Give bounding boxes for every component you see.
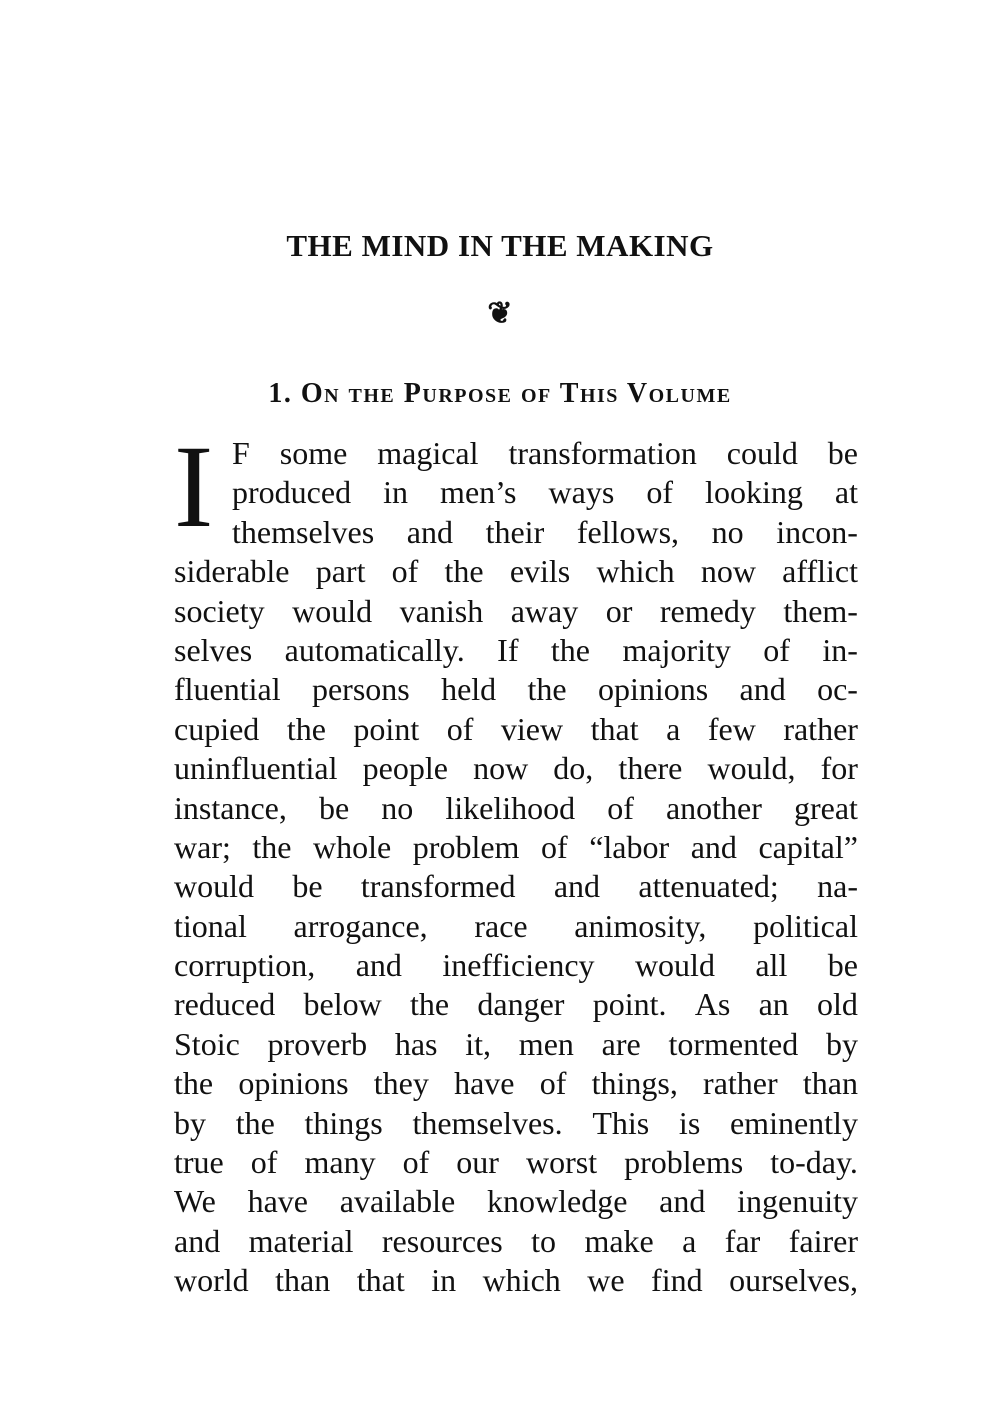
word: incon- [776,513,858,550]
text-line [174,828,858,867]
text-line [174,670,858,709]
word: is [678,1104,701,1141]
word: all [755,947,788,984]
word: be [827,947,858,984]
word: animosity, [574,907,707,944]
word: fluential [174,671,281,708]
word: the [252,828,292,865]
word: We [174,1183,216,1220]
word: are [601,1025,641,1062]
word: them- [783,592,858,629]
word: resources [381,1222,503,1259]
word: political [753,907,858,944]
word: that [356,1262,405,1299]
word: produced [232,474,352,511]
text-line [174,473,858,512]
word: no [711,513,744,550]
word: uninfluential [174,750,338,787]
word: would, [707,750,796,787]
word: now [473,750,529,787]
word: our [456,1144,499,1181]
text-line [174,631,858,670]
word: away [510,592,579,629]
word: fairer [788,1222,858,1259]
word: of [539,1065,567,1102]
word: society [174,592,265,629]
word: ourselves, [729,1262,858,1299]
word: available [339,1183,456,1220]
text-line [174,985,858,1024]
word: things, [591,1065,678,1102]
word: held [441,671,497,708]
word: in [431,1262,457,1299]
word: attenuated; [638,868,779,905]
text-line [174,946,858,985]
book-title: THE MIND IN THE MAKING [286,228,714,263]
word: “labor [589,828,670,865]
word: point. [592,986,667,1023]
word: men [518,1025,574,1062]
word: an [758,986,789,1023]
word: make [584,1222,654,1259]
word: men’s [440,474,517,511]
word: has [394,1025,438,1062]
word: looking [705,474,803,511]
text-line [174,749,858,788]
text-line [174,789,858,828]
fleuron-ornament-icon: ❦ [487,297,513,330]
word: for [820,750,858,787]
word: part [315,553,366,590]
drop-cap: I [174,421,214,552]
word: instance, [174,789,287,826]
word: worst [525,1144,598,1181]
text-line [174,1261,858,1300]
word: which [482,1262,561,1299]
word: corruption, [174,947,316,984]
word: do, [553,750,594,787]
word: to [531,1222,557,1259]
word: problem [412,828,520,865]
word: of [763,631,790,668]
word: the [527,671,567,708]
word: inefficiency [442,947,595,984]
word: few [707,710,756,747]
word: the [235,1104,275,1141]
word: old [817,986,858,1023]
word: far [724,1222,761,1259]
word: transformed [360,868,516,905]
word: tional [174,907,247,944]
word: the [444,553,484,590]
word: have [454,1065,515,1102]
word: proverb [267,1025,368,1062]
text-line [174,592,858,631]
word: F [232,435,250,471]
word: their [485,513,545,550]
word: a [682,1222,697,1259]
word: automatically. [284,631,465,668]
word: that [590,710,639,747]
word: persons [311,671,410,708]
word: be [827,435,858,471]
word: or [605,592,633,629]
word: ingenuity [737,1183,858,1220]
word: vanish [399,592,484,629]
word: and [355,947,402,984]
word: and [553,868,601,905]
word: a [666,710,681,747]
word: of [250,1144,278,1181]
word: be [292,868,323,905]
word: below [303,986,382,1023]
text-line [174,1182,858,1221]
word: magical [377,435,479,471]
word: knowledge [486,1183,628,1220]
word: tormented [668,1025,799,1062]
word: which [596,553,675,590]
word: eminently [729,1104,858,1141]
word: If [497,631,519,668]
word: and [406,513,453,550]
text-line [174,513,858,552]
word: of [391,553,419,590]
word: in- [822,631,858,668]
word: of [646,474,673,511]
word: transformation [508,435,697,471]
word: and [690,828,737,865]
word: have [247,1183,308,1220]
word: siderable [174,553,290,590]
word: than [275,1262,331,1299]
word: of [446,710,474,747]
text-line [174,1104,858,1143]
word: and [739,671,786,708]
word: than [802,1065,858,1102]
word: find [651,1262,703,1299]
word: to-day. [770,1144,858,1181]
text-line [174,710,858,749]
word: another [665,789,762,826]
text-lines [174,421,858,1301]
word: ways [548,474,615,511]
word: people [362,750,448,787]
word: and [659,1183,706,1220]
word: war; [174,828,231,865]
word: at [834,474,858,511]
text-line [174,434,858,473]
word: could [726,435,798,471]
word: would [634,947,715,984]
word: the [286,710,326,747]
word: the [174,1065,214,1102]
word: na- [817,868,858,905]
word: the [550,631,590,668]
word: there [618,750,683,787]
word: afflict [782,553,858,590]
word: whole [313,828,392,865]
word: As [694,986,731,1023]
text-line [174,867,858,906]
word: and [174,1222,221,1259]
word: they [373,1065,429,1102]
word: point [353,710,420,747]
word: evils [509,553,571,590]
body-text [174,421,858,1301]
word: likelihood [445,789,576,826]
text-line [174,1064,858,1103]
word: danger [477,986,565,1023]
word: race [474,907,528,944]
text-line [174,1143,858,1182]
word: This [592,1104,650,1141]
word: fellows, [576,513,680,550]
word: themselves [232,513,375,550]
text-line [174,1222,858,1261]
word: rather [783,710,858,747]
word: themselves. [412,1104,563,1141]
word: reduced [174,986,276,1023]
word: of [540,828,568,865]
chapter-heading: 1. On the Purpose of This Volume [268,378,732,409]
word: by [825,1025,858,1062]
word: some [279,435,348,471]
word: true [174,1144,224,1181]
word: by [174,1104,206,1141]
word: of [402,1144,430,1181]
word: we [587,1262,625,1299]
word: be [318,789,350,826]
text-line [174,1025,858,1064]
word: remedy [659,592,756,629]
word: of [607,789,634,826]
word: the [410,986,450,1023]
word: would [292,592,373,629]
word: it, [465,1025,492,1062]
word: cupied [174,710,260,747]
word: would [174,868,254,905]
word: no [381,789,414,826]
word: capital” [758,828,858,865]
text-line [174,907,858,946]
word: rather [703,1065,778,1102]
word: many [304,1144,376,1181]
word: opinions [238,1065,349,1102]
word: things [304,1104,383,1141]
word: arrogance, [293,907,428,944]
word: Stoic [174,1025,240,1062]
word: great [793,789,858,826]
word: opinions [597,671,709,708]
word: majority [622,631,731,668]
word: selves [174,631,253,668]
word: in [383,474,408,511]
word: now [700,553,756,590]
word: oc- [817,671,858,708]
text-line [174,552,858,591]
word: material [248,1222,354,1259]
word: world [174,1262,249,1299]
word: problems [624,1144,744,1181]
word: view [500,710,564,747]
